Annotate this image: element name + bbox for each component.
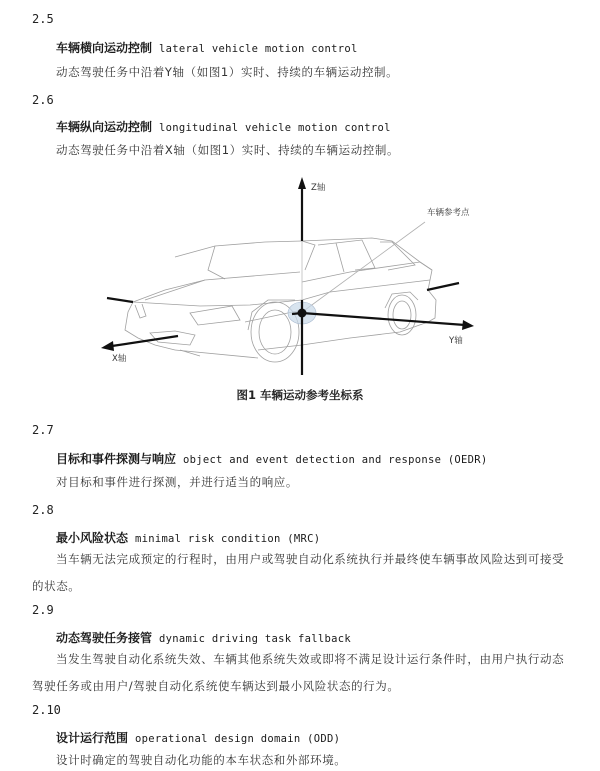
term-definition: 对目标和事件进行探测，并进行适当的响应。	[56, 475, 298, 489]
figure-caption: 图1 车辆运动参考坐标系	[236, 388, 364, 402]
term-definition: 设计时确定的驾驶自动化功能的本车状态和外部环境。	[56, 753, 347, 767]
section-number: 2.9	[32, 603, 54, 617]
term-definition: 动态驾驶任务中沿着Y轴（如图1）实时、持续的车辆运动控制。	[56, 65, 399, 79]
term-zh: 车辆横向运动控制	[56, 41, 153, 55]
term-en: operational design domain (ODD)	[134, 733, 341, 745]
term-en: object and event detection and response (OEDR)	[182, 454, 488, 466]
section-number: 2.10	[32, 703, 61, 717]
x-axis-label: X轴	[112, 354, 127, 364]
term-definition: 动态驾驶任务中沿着X轴（如图1）实时、持续的车辆运动控制。	[56, 143, 400, 157]
section-number: 2.8	[32, 503, 54, 517]
term-en: dynamic driving task fallback	[158, 633, 351, 645]
term-en: lateral vehicle motion control	[158, 43, 358, 55]
reference-point-label: 车辆参考点	[427, 208, 470, 218]
term-heading	[56, 729, 340, 746]
term-en: minimal risk condition (MRC)	[134, 533, 321, 545]
section-number: 2.6	[32, 93, 54, 107]
z-axis-label: Z轴	[311, 183, 326, 193]
term-zh: 目标和事件探测与响应	[56, 452, 177, 466]
term-definition: 当发生驾驶自动化系统失效、车辆其他系统失效或即将不满足设计运行条件时，由用户执行动态驾驶任务或由用户/驾驶自动化系统使车辆达到最小风险状态的行为。	[32, 652, 565, 693]
term-zh: 设计运行范围	[56, 731, 129, 745]
term-heading	[56, 450, 488, 467]
term-zh: 最小风险状态	[56, 531, 129, 545]
section-number: 2.5	[32, 12, 54, 26]
term-zh: 车辆纵向运动控制	[56, 120, 153, 134]
section-number: 2.7	[32, 423, 54, 437]
term-heading	[56, 529, 320, 546]
car-outline-icon	[125, 222, 436, 362]
term-en: longitudinal vehicle motion control	[158, 122, 391, 134]
term-zh: 动态驾驶任务接管	[56, 631, 153, 645]
term-heading	[56, 629, 351, 646]
y-axis-label: Y轴	[449, 336, 463, 346]
origin-point	[298, 309, 307, 318]
term-definition: 当车辆无法完成预定的行程时，由用户或驾驶自动化系统执行并最终使车辆事故风险达到可接受的状态。	[32, 552, 565, 593]
